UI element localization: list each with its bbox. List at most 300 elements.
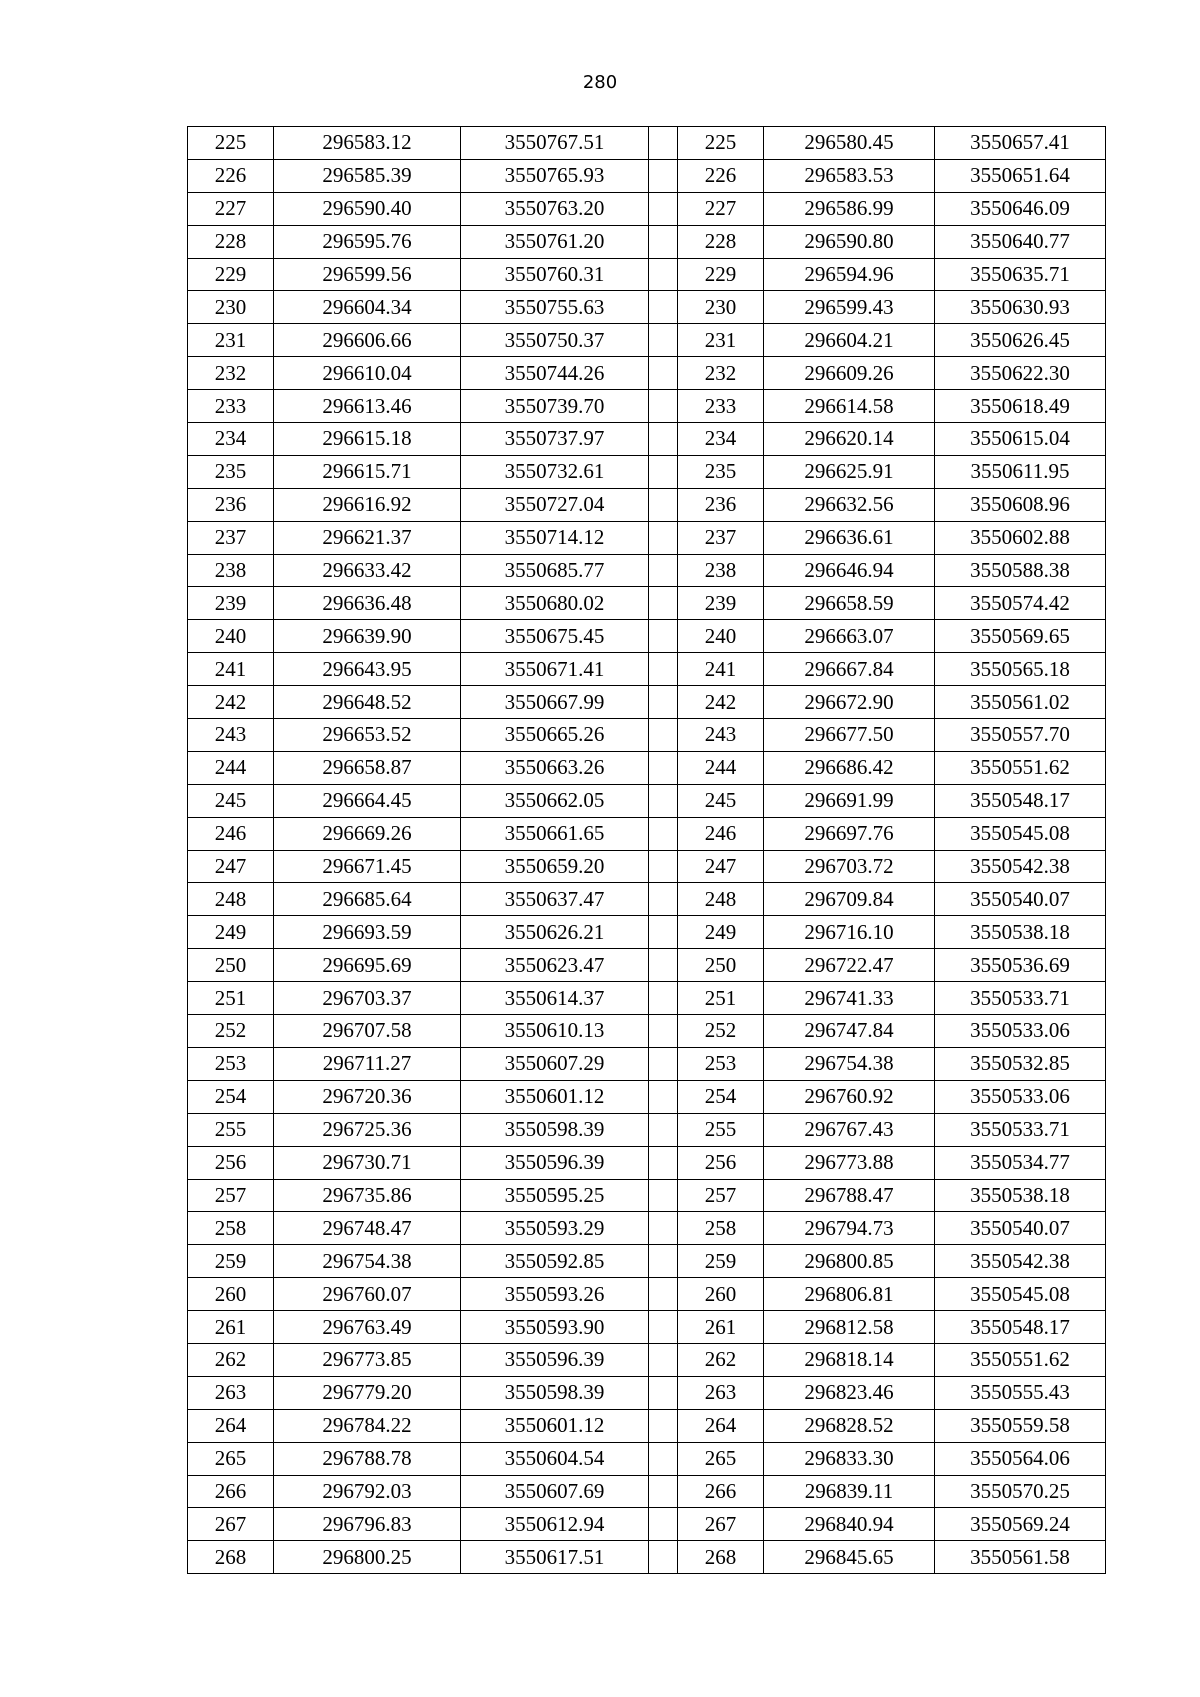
spacer-cell [649, 390, 678, 423]
left-point-id-cell: 245 [188, 784, 274, 817]
left-x-cell: 296779.20 [274, 1376, 461, 1409]
left-y-cell: 3550714.12 [461, 521, 649, 554]
left-y-cell: 3550601.12 [461, 1409, 649, 1442]
left-point-id-cell: 259 [188, 1245, 274, 1278]
right-x-cell: 296722.47 [764, 949, 935, 982]
right-point-id-cell: 252 [678, 1015, 764, 1048]
right-y-cell: 3550538.18 [935, 1179, 1106, 1212]
left-x-cell: 296633.42 [274, 554, 461, 587]
right-x-cell: 296840.94 [764, 1508, 935, 1541]
right-y-cell: 3550533.06 [935, 1015, 1106, 1048]
right-point-id-cell: 259 [678, 1245, 764, 1278]
spacer-cell [649, 258, 678, 291]
right-x-cell: 296845.65 [764, 1541, 935, 1574]
left-x-cell: 296796.83 [274, 1508, 461, 1541]
right-y-cell: 3550557.70 [935, 719, 1106, 752]
spacer-cell [649, 982, 678, 1015]
left-point-id-cell: 263 [188, 1376, 274, 1409]
left-x-cell: 296583.12 [274, 127, 461, 160]
table-row [188, 982, 1106, 1015]
left-y-cell: 3550596.39 [461, 1146, 649, 1179]
spacer-cell [649, 1113, 678, 1146]
right-point-id-cell: 267 [678, 1508, 764, 1541]
right-point-id-cell: 242 [678, 686, 764, 719]
right-y-cell: 3550608.96 [935, 488, 1106, 521]
left-point-id-cell: 251 [188, 982, 274, 1015]
right-y-cell: 3550548.17 [935, 1311, 1106, 1344]
left-y-cell: 3550592.85 [461, 1245, 649, 1278]
spacer-cell [649, 521, 678, 554]
right-x-cell: 296646.94 [764, 554, 935, 587]
left-y-cell: 3550617.51 [461, 1541, 649, 1574]
right-x-cell: 296747.84 [764, 1015, 935, 1048]
page-number: 280 [582, 72, 618, 93]
right-x-cell: 296614.58 [764, 390, 935, 423]
right-point-id-cell: 251 [678, 982, 764, 1015]
left-x-cell: 296643.95 [274, 653, 461, 686]
right-point-id-cell: 262 [678, 1343, 764, 1376]
left-point-id-cell: 250 [188, 949, 274, 982]
left-y-cell: 3550595.25 [461, 1179, 649, 1212]
table-row [188, 324, 1106, 357]
left-point-id-cell: 239 [188, 587, 274, 620]
right-x-cell: 296788.47 [764, 1179, 935, 1212]
right-point-id-cell: 245 [678, 784, 764, 817]
left-point-id-cell: 255 [188, 1113, 274, 1146]
left-y-cell: 3550671.41 [461, 653, 649, 686]
spacer-cell [649, 949, 678, 982]
table-row [188, 949, 1106, 982]
right-x-cell: 296839.11 [764, 1475, 935, 1508]
table-row [188, 1113, 1106, 1146]
right-point-id-cell: 225 [678, 127, 764, 160]
right-point-id-cell: 255 [678, 1113, 764, 1146]
right-x-cell: 296828.52 [764, 1409, 935, 1442]
left-point-id-cell: 246 [188, 817, 274, 850]
left-x-cell: 296595.76 [274, 225, 461, 258]
right-point-id-cell: 263 [678, 1376, 764, 1409]
left-x-cell: 296648.52 [274, 686, 461, 719]
table-row [188, 751, 1106, 784]
spacer-cell [649, 488, 678, 521]
table-row [188, 291, 1106, 324]
table-row [188, 817, 1106, 850]
left-x-cell: 296615.18 [274, 423, 461, 456]
left-y-cell: 3550614.37 [461, 982, 649, 1015]
left-point-id-cell: 242 [188, 686, 274, 719]
left-y-cell: 3550593.29 [461, 1212, 649, 1245]
table-row [188, 1508, 1106, 1541]
left-point-id-cell: 240 [188, 620, 274, 653]
left-y-cell: 3550675.45 [461, 620, 649, 653]
right-y-cell: 3550646.09 [935, 192, 1106, 225]
left-x-cell: 296800.25 [274, 1541, 461, 1574]
left-y-cell: 3550665.26 [461, 719, 649, 752]
left-y-cell: 3550637.47 [461, 883, 649, 916]
spacer-cell [649, 1179, 678, 1212]
left-x-cell: 296615.71 [274, 455, 461, 488]
right-y-cell: 3550565.18 [935, 653, 1106, 686]
right-x-cell: 296773.88 [764, 1146, 935, 1179]
right-y-cell: 3550569.24 [935, 1508, 1106, 1541]
spacer-cell [649, 653, 678, 686]
right-x-cell: 296636.61 [764, 521, 935, 554]
right-y-cell: 3550559.58 [935, 1409, 1106, 1442]
right-x-cell: 296594.96 [764, 258, 935, 291]
left-point-id-cell: 258 [188, 1212, 274, 1245]
table-row [188, 159, 1106, 192]
right-x-cell: 296586.99 [764, 192, 935, 225]
left-y-cell: 3550755.63 [461, 291, 649, 324]
right-point-id-cell: 260 [678, 1278, 764, 1311]
right-y-cell: 3550657.41 [935, 127, 1106, 160]
spacer-cell [649, 686, 678, 719]
table-row [188, 1442, 1106, 1475]
right-point-id-cell: 248 [678, 883, 764, 916]
left-x-cell: 296653.52 [274, 719, 461, 752]
spacer-cell [649, 916, 678, 949]
spacer-cell [649, 1541, 678, 1574]
right-x-cell: 296812.58 [764, 1311, 935, 1344]
left-y-cell: 3550593.90 [461, 1311, 649, 1344]
table-row [188, 455, 1106, 488]
right-point-id-cell: 231 [678, 324, 764, 357]
spacer-cell [649, 883, 678, 916]
table-row [188, 554, 1106, 587]
left-x-cell: 296590.40 [274, 192, 461, 225]
spacer-cell [649, 1311, 678, 1344]
left-y-cell: 3550750.37 [461, 324, 649, 357]
table-row [188, 1541, 1106, 1574]
left-y-cell: 3550727.04 [461, 488, 649, 521]
left-y-cell: 3550610.13 [461, 1015, 649, 1048]
spacer-cell [649, 455, 678, 488]
spacer-cell [649, 850, 678, 883]
right-point-id-cell: 257 [678, 1179, 764, 1212]
right-point-id-cell: 249 [678, 916, 764, 949]
right-x-cell: 296620.14 [764, 423, 935, 456]
left-point-id-cell: 268 [188, 1541, 274, 1574]
left-point-id-cell: 229 [188, 258, 274, 291]
left-point-id-cell: 233 [188, 390, 274, 423]
right-x-cell: 296663.07 [764, 620, 935, 653]
left-y-cell: 3550765.93 [461, 159, 649, 192]
left-y-cell: 3550744.26 [461, 357, 649, 390]
left-x-cell: 296639.90 [274, 620, 461, 653]
right-y-cell: 3550536.69 [935, 949, 1106, 982]
left-x-cell: 296671.45 [274, 850, 461, 883]
right-y-cell: 3550561.58 [935, 1541, 1106, 1574]
right-x-cell: 296686.42 [764, 751, 935, 784]
right-point-id-cell: 261 [678, 1311, 764, 1344]
left-y-cell: 3550737.97 [461, 423, 649, 456]
right-y-cell: 3550602.88 [935, 521, 1106, 554]
coordinate-table [187, 126, 1106, 1574]
right-y-cell: 3550533.71 [935, 982, 1106, 1015]
table-row [188, 1376, 1106, 1409]
right-y-cell: 3550569.65 [935, 620, 1106, 653]
left-point-id-cell: 243 [188, 719, 274, 752]
left-point-id-cell: 230 [188, 291, 274, 324]
table-row [188, 1212, 1106, 1245]
table-row [188, 883, 1106, 916]
spacer-cell [649, 324, 678, 357]
left-x-cell: 296621.37 [274, 521, 461, 554]
right-x-cell: 296703.72 [764, 850, 935, 883]
right-x-cell: 296583.53 [764, 159, 935, 192]
left-y-cell: 3550604.54 [461, 1442, 649, 1475]
left-y-cell: 3550661.65 [461, 817, 649, 850]
right-y-cell: 3550611.95 [935, 455, 1106, 488]
right-point-id-cell: 237 [678, 521, 764, 554]
right-y-cell: 3550538.18 [935, 916, 1106, 949]
right-point-id-cell: 268 [678, 1541, 764, 1574]
right-y-cell: 3550542.38 [935, 850, 1106, 883]
right-point-id-cell: 233 [678, 390, 764, 423]
left-point-id-cell: 265 [188, 1442, 274, 1475]
spacer-cell [649, 1475, 678, 1508]
table-row [188, 686, 1106, 719]
left-y-cell: 3550659.20 [461, 850, 649, 883]
left-y-cell: 3550680.02 [461, 587, 649, 620]
left-x-cell: 296610.04 [274, 357, 461, 390]
right-point-id-cell: 264 [678, 1409, 764, 1442]
spacer-cell [649, 784, 678, 817]
table-row [188, 587, 1106, 620]
left-x-cell: 296720.36 [274, 1080, 461, 1113]
left-point-id-cell: 249 [188, 916, 274, 949]
left-point-id-cell: 252 [188, 1015, 274, 1048]
right-y-cell: 3550626.45 [935, 324, 1106, 357]
right-point-id-cell: 232 [678, 357, 764, 390]
right-y-cell: 3550533.71 [935, 1113, 1106, 1146]
right-point-id-cell: 254 [678, 1080, 764, 1113]
left-x-cell: 296760.07 [274, 1278, 461, 1311]
right-y-cell: 3550540.07 [935, 1212, 1106, 1245]
left-point-id-cell: 253 [188, 1047, 274, 1080]
left-x-cell: 296664.45 [274, 784, 461, 817]
spacer-cell [649, 1376, 678, 1409]
left-y-cell: 3550607.69 [461, 1475, 649, 1508]
spacer-cell [649, 1278, 678, 1311]
right-y-cell: 3550540.07 [935, 883, 1106, 916]
spacer-cell [649, 1409, 678, 1442]
right-point-id-cell: 266 [678, 1475, 764, 1508]
right-point-id-cell: 258 [678, 1212, 764, 1245]
table-row [188, 258, 1106, 291]
right-x-cell: 296754.38 [764, 1047, 935, 1080]
spacer-cell [649, 357, 678, 390]
right-point-id-cell: 246 [678, 817, 764, 850]
right-y-cell: 3550615.04 [935, 423, 1106, 456]
spacer-cell [649, 192, 678, 225]
table-row [188, 1475, 1106, 1508]
left-point-id-cell: 225 [188, 127, 274, 160]
left-x-cell: 296685.64 [274, 883, 461, 916]
right-point-id-cell: 236 [678, 488, 764, 521]
left-point-id-cell: 266 [188, 1475, 274, 1508]
right-y-cell: 3550630.93 [935, 291, 1106, 324]
right-point-id-cell: 235 [678, 455, 764, 488]
spacer-cell [649, 620, 678, 653]
right-y-cell: 3550555.43 [935, 1376, 1106, 1409]
left-y-cell: 3550761.20 [461, 225, 649, 258]
table-row [188, 1409, 1106, 1442]
table-row [188, 784, 1106, 817]
left-point-id-cell: 261 [188, 1311, 274, 1344]
right-y-cell: 3550564.06 [935, 1442, 1106, 1475]
right-point-id-cell: 265 [678, 1442, 764, 1475]
spacer-cell [649, 127, 678, 160]
left-point-id-cell: 235 [188, 455, 274, 488]
table-row [188, 653, 1106, 686]
left-x-cell: 296730.71 [274, 1146, 461, 1179]
table-row [188, 1311, 1106, 1344]
left-x-cell: 296693.59 [274, 916, 461, 949]
right-x-cell: 296691.99 [764, 784, 935, 817]
right-point-id-cell: 253 [678, 1047, 764, 1080]
table-row [188, 1015, 1106, 1048]
right-point-id-cell: 240 [678, 620, 764, 653]
right-point-id-cell: 230 [678, 291, 764, 324]
right-x-cell: 296794.73 [764, 1212, 935, 1245]
left-x-cell: 296711.27 [274, 1047, 461, 1080]
left-point-id-cell: 264 [188, 1409, 274, 1442]
left-point-id-cell: 260 [188, 1278, 274, 1311]
left-x-cell: 296703.37 [274, 982, 461, 1015]
right-x-cell: 296672.90 [764, 686, 935, 719]
left-y-cell: 3550760.31 [461, 258, 649, 291]
spacer-cell [649, 1047, 678, 1080]
right-point-id-cell: 243 [678, 719, 764, 752]
spacer-cell [649, 1245, 678, 1278]
left-x-cell: 296669.26 [274, 817, 461, 850]
spacer-cell [649, 554, 678, 587]
left-x-cell: 296585.39 [274, 159, 461, 192]
table-row [188, 620, 1106, 653]
right-y-cell: 3550640.77 [935, 225, 1106, 258]
right-point-id-cell: 256 [678, 1146, 764, 1179]
left-point-id-cell: 234 [188, 423, 274, 456]
left-point-id-cell: 247 [188, 850, 274, 883]
left-point-id-cell: 231 [188, 324, 274, 357]
left-x-cell: 296754.38 [274, 1245, 461, 1278]
left-x-cell: 296599.56 [274, 258, 461, 291]
left-x-cell: 296792.03 [274, 1475, 461, 1508]
right-point-id-cell: 247 [678, 850, 764, 883]
right-point-id-cell: 227 [678, 192, 764, 225]
right-y-cell: 3550574.42 [935, 587, 1106, 620]
right-y-cell: 3550618.49 [935, 390, 1106, 423]
right-x-cell: 296625.91 [764, 455, 935, 488]
left-point-id-cell: 244 [188, 751, 274, 784]
left-x-cell: 296616.92 [274, 488, 461, 521]
spacer-cell [649, 1442, 678, 1475]
right-x-cell: 296697.76 [764, 817, 935, 850]
table-row [188, 1245, 1106, 1278]
spacer-cell [649, 159, 678, 192]
spacer-cell [649, 1015, 678, 1048]
left-y-cell: 3550767.51 [461, 127, 649, 160]
left-x-cell: 296604.34 [274, 291, 461, 324]
table-row [188, 1179, 1106, 1212]
right-x-cell: 296818.14 [764, 1343, 935, 1376]
right-y-cell: 3550545.08 [935, 1278, 1106, 1311]
right-x-cell: 296806.81 [764, 1278, 935, 1311]
left-y-cell: 3550593.26 [461, 1278, 649, 1311]
table-row [188, 423, 1106, 456]
right-x-cell: 296667.84 [764, 653, 935, 686]
table-row [188, 521, 1106, 554]
left-y-cell: 3550601.12 [461, 1080, 649, 1113]
table-row [188, 719, 1106, 752]
left-point-id-cell: 226 [188, 159, 274, 192]
coordinate-table-body [188, 127, 1106, 1574]
left-y-cell: 3550732.61 [461, 455, 649, 488]
left-point-id-cell: 262 [188, 1343, 274, 1376]
table-row [188, 192, 1106, 225]
spacer-cell [649, 1508, 678, 1541]
left-x-cell: 296725.36 [274, 1113, 461, 1146]
left-y-cell: 3550623.47 [461, 949, 649, 982]
spacer-cell [649, 1080, 678, 1113]
table-row [188, 1146, 1106, 1179]
left-x-cell: 296613.46 [274, 390, 461, 423]
left-x-cell: 296636.48 [274, 587, 461, 620]
right-point-id-cell: 228 [678, 225, 764, 258]
right-y-cell: 3550545.08 [935, 817, 1106, 850]
right-x-cell: 296604.21 [764, 324, 935, 357]
right-point-id-cell: 238 [678, 554, 764, 587]
left-point-id-cell: 267 [188, 1508, 274, 1541]
left-point-id-cell: 232 [188, 357, 274, 390]
left-point-id-cell: 254 [188, 1080, 274, 1113]
left-y-cell: 3550598.39 [461, 1376, 649, 1409]
left-y-cell: 3550596.39 [461, 1343, 649, 1376]
left-point-id-cell: 236 [188, 488, 274, 521]
spacer-cell [649, 719, 678, 752]
spacer-cell [649, 587, 678, 620]
right-y-cell: 3550551.62 [935, 1343, 1106, 1376]
right-point-id-cell: 234 [678, 423, 764, 456]
right-x-cell: 296767.43 [764, 1113, 935, 1146]
left-point-id-cell: 238 [188, 554, 274, 587]
right-y-cell: 3550533.06 [935, 1080, 1106, 1113]
left-x-cell: 296748.47 [274, 1212, 461, 1245]
table-row [188, 1080, 1106, 1113]
right-y-cell: 3550651.64 [935, 159, 1106, 192]
right-y-cell: 3550534.77 [935, 1146, 1106, 1179]
left-x-cell: 296784.22 [274, 1409, 461, 1442]
right-x-cell: 296609.26 [764, 357, 935, 390]
left-point-id-cell: 237 [188, 521, 274, 554]
left-y-cell: 3550626.21 [461, 916, 649, 949]
spacer-cell [649, 1343, 678, 1376]
table-row [188, 916, 1106, 949]
table-row [188, 357, 1106, 390]
right-x-cell: 296800.85 [764, 1245, 935, 1278]
left-point-id-cell: 256 [188, 1146, 274, 1179]
left-x-cell: 296773.85 [274, 1343, 461, 1376]
right-x-cell: 296709.84 [764, 883, 935, 916]
left-y-cell: 3550685.77 [461, 554, 649, 587]
left-x-cell: 296606.66 [274, 324, 461, 357]
right-y-cell: 3550542.38 [935, 1245, 1106, 1278]
right-x-cell: 296823.46 [764, 1376, 935, 1409]
left-point-id-cell: 241 [188, 653, 274, 686]
left-y-cell: 3550612.94 [461, 1508, 649, 1541]
spacer-cell [649, 1146, 678, 1179]
